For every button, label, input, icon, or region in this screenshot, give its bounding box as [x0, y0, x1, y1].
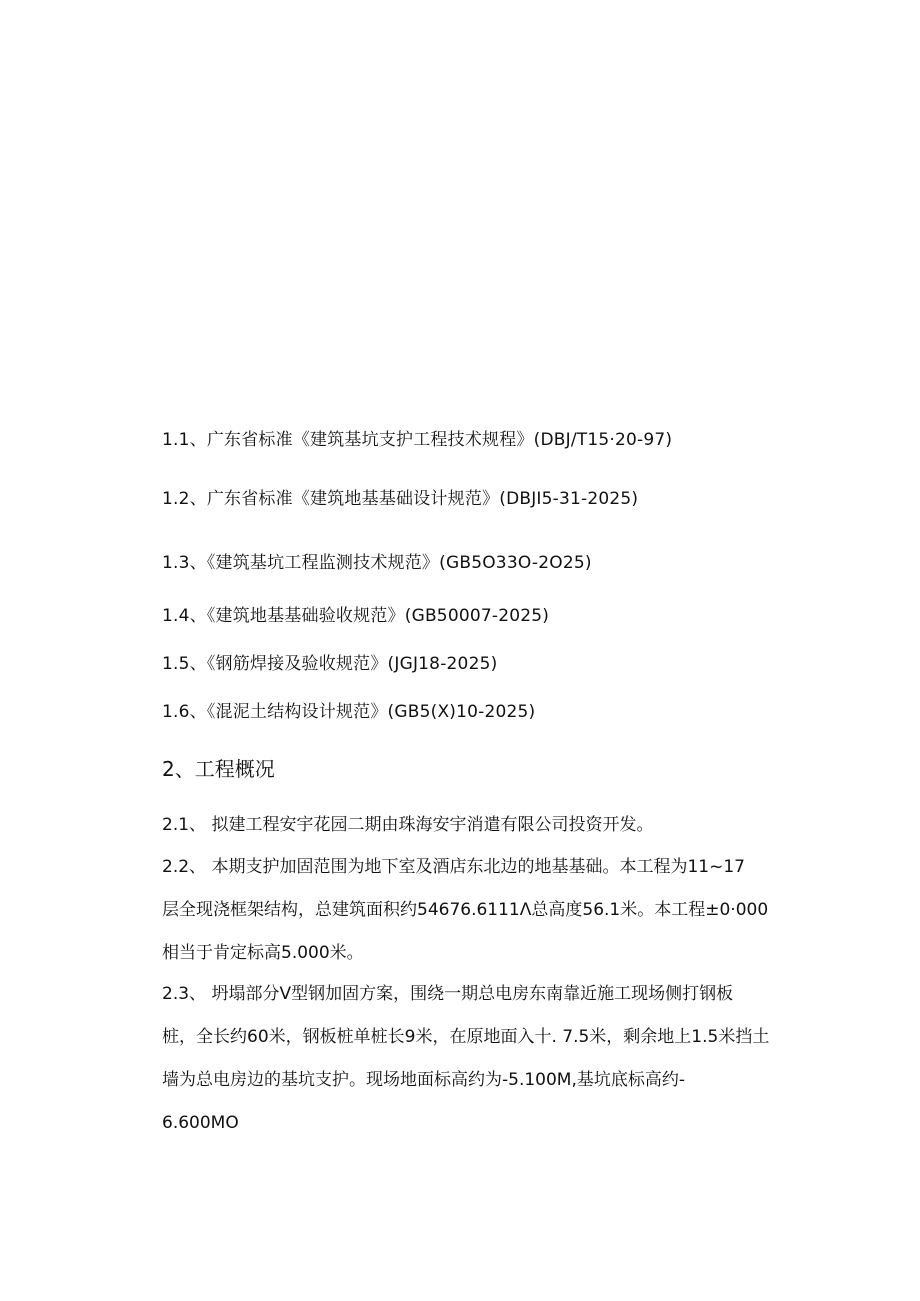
paragraph-2-3 [162, 973, 822, 1145]
reference-item-1-3: 1.3、《建筑基坑工程监测技术规范》(GB5O33O-2O25) [162, 553, 592, 573]
reference-item-1-4: 1.4、《建筑地基基础验收规范》(GB50007-2025) [162, 606, 550, 626]
paragraph-2-2 [162, 846, 822, 975]
reference-item-1-6: 1.6、《混泥土结构设计规范》(GB5(X)10-2025) [162, 702, 536, 722]
paragraph-2-1 [162, 804, 822, 847]
reference-item-1-2: 1.2、广东省标准《建筑地基基础设计规范》(DBJI5-31-2025) [162, 489, 639, 509]
paragraph-line: 层全现浇框架结构，总建筑面积约54676.6111Λ总高度56.1米。本工程±0·000 [162, 900, 769, 920]
paragraph-line: 桩，全长约60米，钢板桩单桩长9米，在原地面入十. 7.5米，剩余地上1.5米挡土 [162, 1027, 770, 1047]
section-title-project-overview: 2、工程概况 [162, 757, 275, 781]
paragraph-line: 墙为总电房边的基坑支护。现场地面标高约为-5.100M,基坑底标高约- [162, 1070, 686, 1090]
reference-item-1-1: 1.1、广东省标准《建筑基坑支护工程技术规程》(DBJ/T15·20-97) [162, 430, 673, 450]
paragraph-line: 2.2、 本期支护加固范围为地下室及酒店东北边的地基基础。本工程为11~17 [162, 857, 745, 877]
reference-item-1-5: 1.5、《钢筋焊接及验收规范》(JGJ18-2025) [162, 654, 498, 674]
paragraph-line: 2.1、 拟建工程安宇花园二期由珠海安宇消遣有限公司投资开发。 [162, 815, 654, 835]
paragraph-line: 2.3、 坍塌部分V型钢加固方案，围绕一期总电房东南靠近施工现场侧打钢板 [162, 984, 734, 1004]
paragraph-line: 6.600MO [162, 1113, 239, 1133]
paragraph-line: 相当于肯定标高5.000米。 [162, 943, 364, 963]
